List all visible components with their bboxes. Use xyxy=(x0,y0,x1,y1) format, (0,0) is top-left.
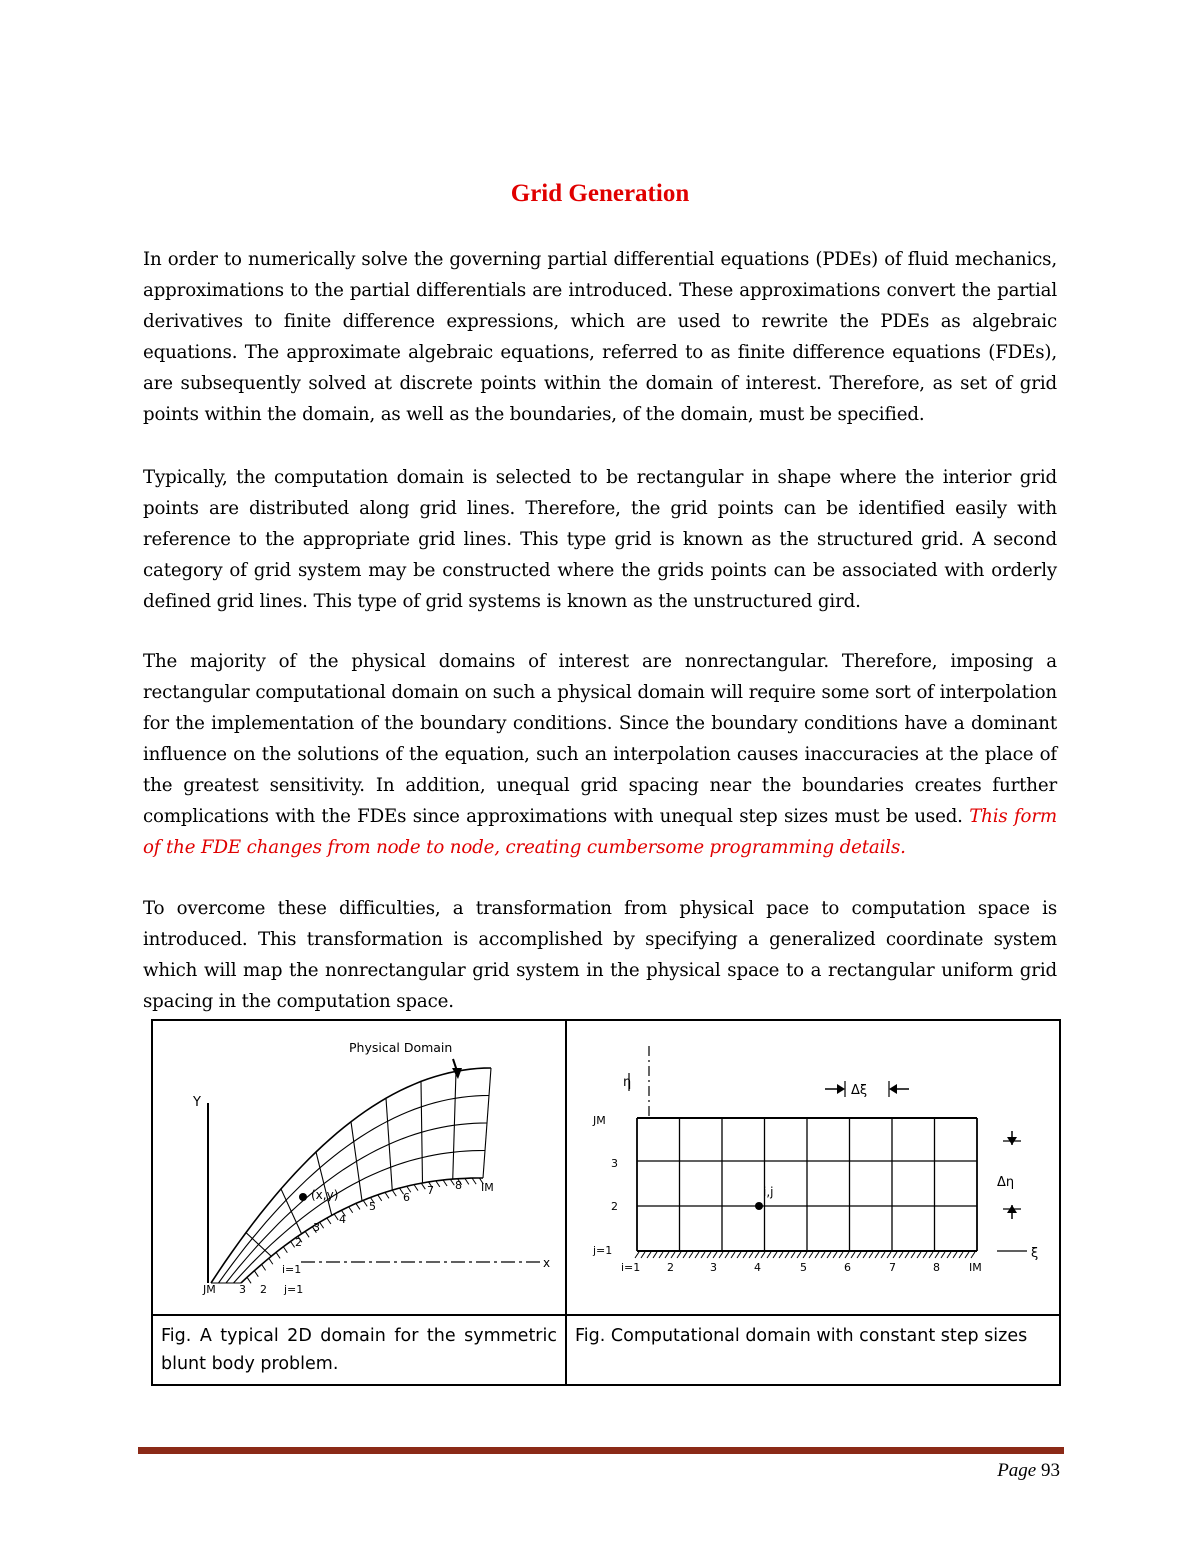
i-label: 7 xyxy=(889,1261,896,1274)
hatch-mark xyxy=(839,1252,843,1258)
hatch-mark xyxy=(653,1252,657,1258)
grid-line xyxy=(351,1122,362,1201)
curvilinear-grid xyxy=(211,1068,491,1283)
hatch-mark xyxy=(635,1252,639,1258)
j-label: 3 xyxy=(239,1283,246,1296)
hatch-mark xyxy=(881,1252,885,1258)
hatch-mark xyxy=(719,1252,723,1258)
physical-domain-diagram xyxy=(153,1021,565,1309)
hatch-mark xyxy=(917,1252,921,1258)
j-label: j=1 xyxy=(284,1283,304,1296)
hatch-mark xyxy=(385,1192,389,1198)
hatch-mark xyxy=(857,1252,861,1258)
i-label: 3 xyxy=(313,1221,320,1234)
hatch-mark xyxy=(893,1252,897,1258)
hatch-mark xyxy=(791,1252,795,1258)
hatch-mark xyxy=(899,1252,903,1258)
i-label: i=1 xyxy=(621,1261,641,1274)
computational-domain-figure-cell xyxy=(566,1020,1060,1315)
hatch-mark xyxy=(677,1252,681,1258)
hatch-mark xyxy=(869,1252,873,1258)
paragraph-nonrectangular xyxy=(143,646,1057,863)
hatch-mark xyxy=(827,1252,831,1258)
hatch-mark xyxy=(659,1252,663,1258)
x-axis-label: x xyxy=(543,1256,551,1270)
computational-domain-diagram xyxy=(567,1021,1059,1309)
i-label: 6 xyxy=(844,1261,851,1274)
hatch-mark xyxy=(683,1252,687,1258)
hatch-mark xyxy=(262,1264,266,1270)
hatch-mark xyxy=(689,1252,693,1258)
hatch-mark xyxy=(247,1277,251,1283)
hatch-mark xyxy=(833,1252,837,1258)
hatch-mark xyxy=(815,1252,819,1258)
i-label: 4 xyxy=(339,1213,346,1226)
page-footer xyxy=(997,1460,1060,1482)
computational-grid xyxy=(635,1118,977,1258)
page-title: Grid Generation xyxy=(510,180,690,207)
hatch-mark xyxy=(378,1195,382,1201)
hatch-mark xyxy=(392,1190,396,1196)
page-label: Page xyxy=(997,1460,1037,1481)
delta-xi-label: Δξ xyxy=(851,1083,868,1098)
grid-point-marker xyxy=(299,1193,307,1201)
i-label: 7 xyxy=(427,1184,434,1197)
physical-domain-label: Physical Domain xyxy=(349,1040,453,1055)
j-index-labels xyxy=(592,1114,618,1257)
hatch-mark xyxy=(436,1181,440,1187)
xi-axis-label: ξ xyxy=(1031,1246,1039,1261)
i-label: 2 xyxy=(667,1261,674,1274)
grid-point-marker xyxy=(755,1202,763,1210)
hatch-mark xyxy=(725,1252,729,1258)
hatch-mark xyxy=(349,1207,353,1213)
hatch-mark xyxy=(953,1252,957,1258)
paragraph-nonrectangular-text: The majority of the physical domains of interest are nonrectangular. Therefore, imposing a rectangular computational domain on such a physical domain will require some sort of interpolation for the implementation of the boundary conditions. Since the boundary conditions have a dominant influence on the solutions of the equation, such an interpolation causes inaccuracies at the place of the greatest sensitivity. In addition, unequal grid spacing near the boundaries creates further complications with the FDEs since approximations with unequal step sizes must be used. xyxy=(143,651,1057,827)
hatch-mark xyxy=(929,1252,933,1258)
paragraph-transformation: To overcome these difficulties, a transformation from physical pace to computation space is introduced. This transformation is accomplished by specifying a generalized coordinate system which will map the nonrectangular grid system in the physical space to a rectangular uniform grid spacing in the computation space. xyxy=(143,898,1057,1012)
i-label: IM xyxy=(481,1181,494,1194)
j-index-labels xyxy=(202,1283,303,1296)
hatch-mark xyxy=(695,1252,699,1258)
i-first-label: i=1 xyxy=(282,1263,302,1276)
j-label: 2 xyxy=(611,1200,618,1213)
figure-table xyxy=(151,1019,1061,1386)
hatch-mark xyxy=(254,1271,258,1277)
j-label: JM xyxy=(203,1283,216,1296)
computational-point-label: i,j xyxy=(763,1185,774,1199)
hatch-mark xyxy=(761,1252,765,1258)
j-label: JM xyxy=(593,1114,606,1127)
hatch-mark xyxy=(785,1252,789,1258)
hatch-mark xyxy=(421,1183,425,1189)
i-label: 5 xyxy=(800,1261,807,1274)
paragraph-structured-grid: Typically, the computation domain is selected to be rectangular in shape where the interior grid points are distributed along grid lines. Therefore, the grid points can be identified easily with reference to the appropriate grid lines. This type grid is known as the structured grid. A second category of grid system may be constructed where the grids points can be associated with orderly defined grid lines. This type of grid systems is known as the unstructured gird. xyxy=(143,467,1057,612)
hatch-mark xyxy=(887,1252,891,1258)
hatch-mark xyxy=(797,1252,801,1258)
physical-point-label: (x,y) xyxy=(311,1188,339,1202)
hatch-mark xyxy=(665,1252,669,1258)
hatch-mark xyxy=(851,1252,855,1258)
hatch-mark xyxy=(701,1252,705,1258)
hatch-mark xyxy=(269,1258,273,1264)
hatch-mark xyxy=(941,1252,945,1258)
hatch-mark xyxy=(965,1252,969,1258)
j-label: 2 xyxy=(260,1283,267,1296)
hatch-mark xyxy=(713,1252,717,1258)
i-label: 8 xyxy=(933,1261,940,1274)
hatch-mark xyxy=(773,1252,777,1258)
hatch-mark xyxy=(276,1252,280,1258)
hatch-mark xyxy=(450,1179,454,1185)
computational-domain-caption: Fig. Computational domain with constant step sizes xyxy=(566,1315,1060,1385)
hatch-mark xyxy=(647,1252,651,1258)
hatch-mark xyxy=(737,1252,741,1258)
hatch-mark xyxy=(320,1222,324,1228)
hatch-mark xyxy=(875,1252,879,1258)
hatch-mark xyxy=(821,1252,825,1258)
hatch-mark xyxy=(809,1252,813,1258)
hatch-mark xyxy=(327,1218,331,1224)
hatch-mark xyxy=(947,1252,951,1258)
hatch-mark xyxy=(845,1252,849,1258)
i-label: 6 xyxy=(403,1191,410,1204)
hatch-mark xyxy=(707,1252,711,1258)
hatch-mark xyxy=(363,1200,367,1206)
paragraph-intro: In order to numerically solve the governing partial differential equations (PDEs) of fluid mechanics, approximations to the partial differentials are introduced. These approximations convert the partial derivatives to finite difference expressions, which are used to rewrite the PDEs as algebraic equations. The approximate algebraic equations, referred to as finite difference equations (FDEs), are subsequently solved at discrete points within the domain of interest. Therefore, as set of grid points within the domain, as well as the boundaries, of the domain, must be specified. xyxy=(143,249,1057,425)
hatch-mark xyxy=(291,1241,295,1247)
hatch-mark xyxy=(465,1178,469,1184)
hatch-mark xyxy=(641,1252,645,1258)
emphasis-text: This form of the FDE changes from node to node, creating cumbersome programming details. xyxy=(143,806,1057,858)
i-label: 8 xyxy=(455,1179,462,1192)
hatch-mark xyxy=(905,1252,909,1258)
hatch-mark xyxy=(911,1252,915,1258)
i-label: 5 xyxy=(369,1200,376,1213)
i-index-labels xyxy=(621,1261,982,1274)
grid-line xyxy=(219,1096,490,1284)
i-label: 4 xyxy=(754,1261,761,1274)
hatch-mark xyxy=(334,1214,338,1220)
hatch-mark xyxy=(731,1252,735,1258)
hatch-mark xyxy=(356,1203,360,1209)
eta-axis-label: η xyxy=(623,1075,632,1090)
hatch-mark xyxy=(755,1252,759,1258)
y-axis-label: Y xyxy=(193,1095,201,1110)
hatch-mark xyxy=(472,1178,476,1184)
i-label: 3 xyxy=(710,1261,717,1274)
physical-domain-figure-cell xyxy=(152,1020,566,1315)
hatch-mark xyxy=(863,1252,867,1258)
delta-eta-label: Δη xyxy=(997,1175,1015,1190)
hatch-mark xyxy=(971,1252,975,1258)
hatch-mark xyxy=(959,1252,963,1258)
hatch-mark xyxy=(743,1252,747,1258)
grid-line xyxy=(246,1233,271,1257)
grid-line xyxy=(421,1081,423,1183)
j-label: 3 xyxy=(611,1157,618,1170)
j-label: j=1 xyxy=(593,1244,613,1257)
hatch-mark xyxy=(935,1252,939,1258)
hatch-mark xyxy=(779,1252,783,1258)
hatch-mark xyxy=(283,1247,287,1253)
hatch-mark xyxy=(767,1252,771,1258)
hatch-mark xyxy=(414,1185,418,1191)
i-label: 2 xyxy=(295,1236,302,1249)
grid-line xyxy=(386,1098,392,1190)
hatch-mark xyxy=(923,1252,927,1258)
hatch-mark xyxy=(443,1180,447,1186)
page-number: 93 xyxy=(1041,1460,1060,1481)
hatch-mark xyxy=(671,1252,675,1258)
hatch-mark xyxy=(749,1252,753,1258)
i-label: IM xyxy=(969,1261,982,1274)
footer-rule xyxy=(138,1447,1064,1454)
hatch-mark xyxy=(803,1252,807,1258)
physical-domain-caption: Fig. A typical 2D domain for the symmetric blunt body problem. xyxy=(152,1315,566,1385)
hatch-mark xyxy=(305,1231,309,1237)
